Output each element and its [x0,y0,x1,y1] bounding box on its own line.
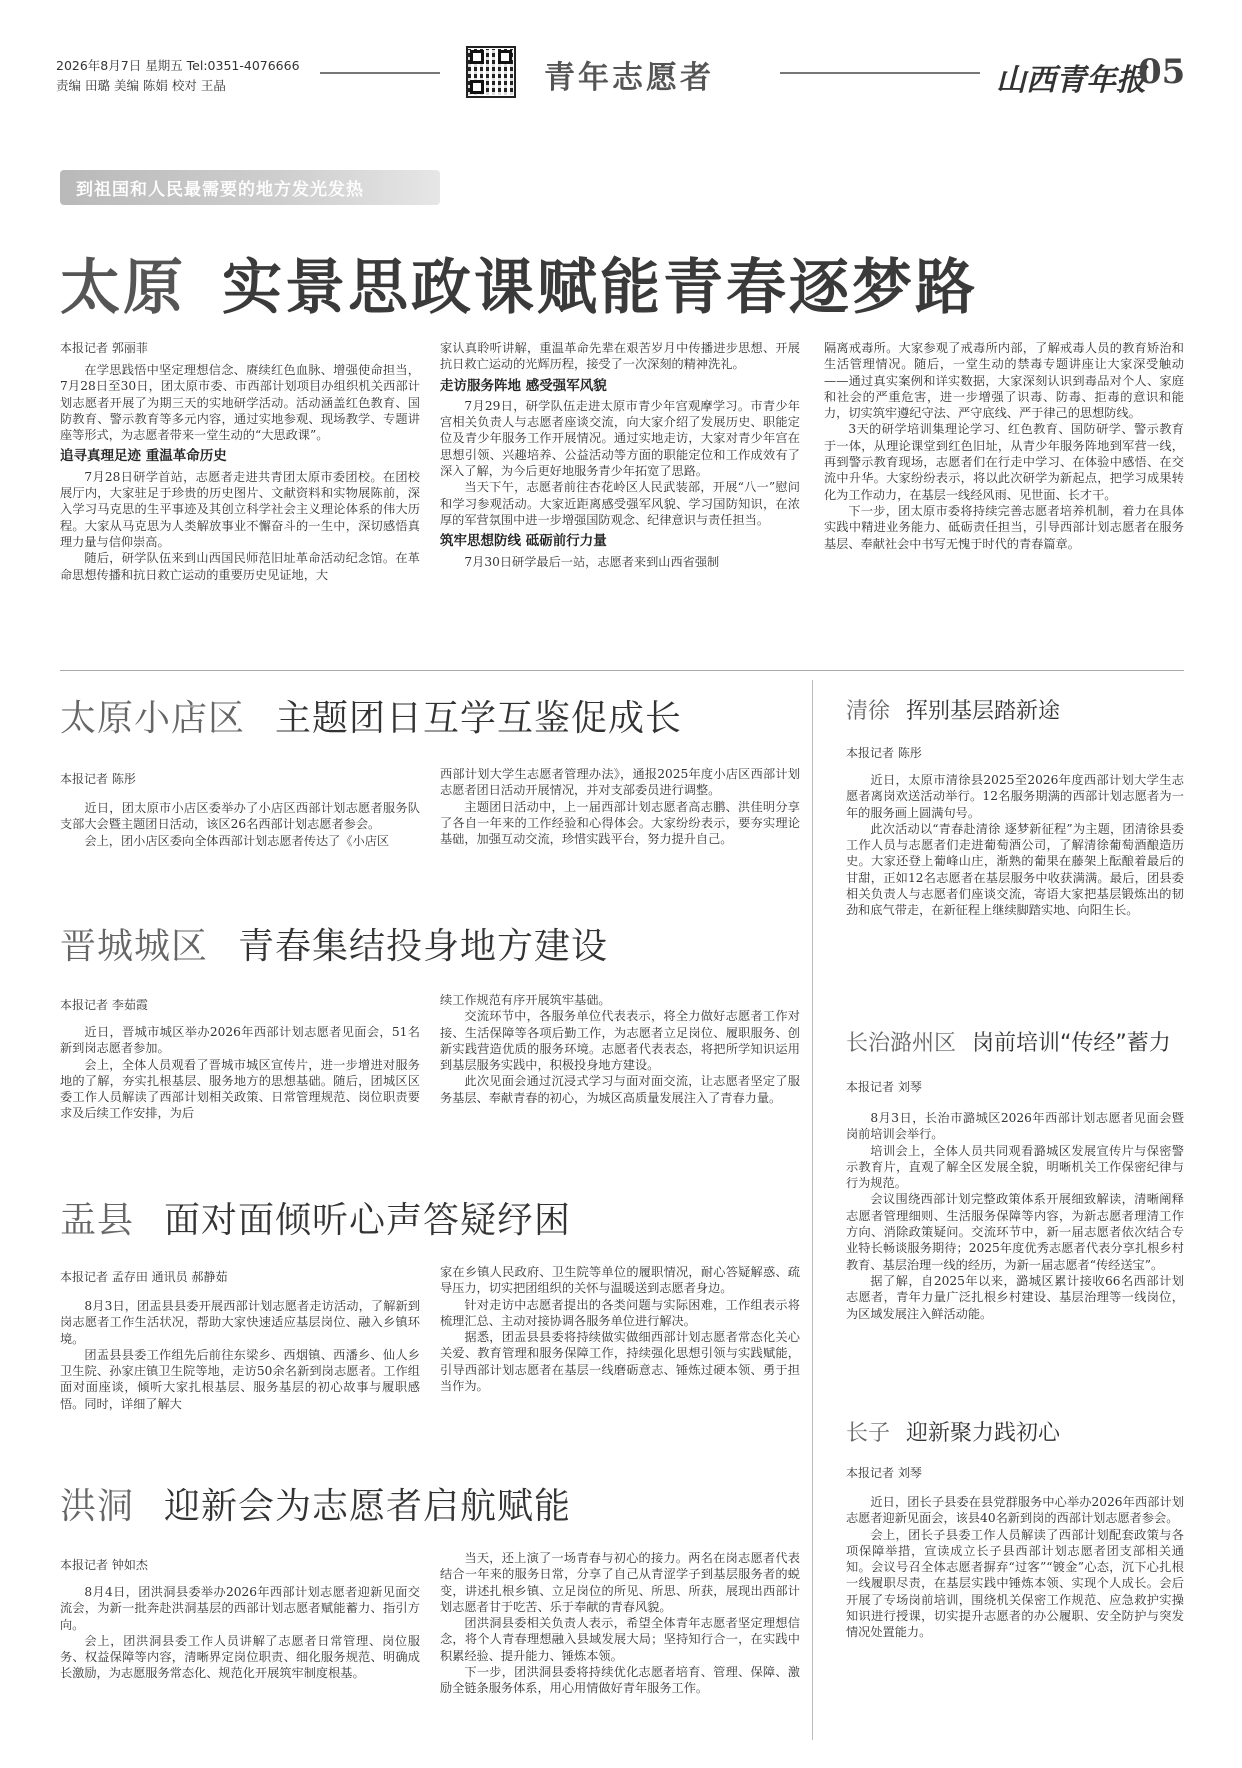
paragraph: 7月29日，研学队伍走进太原市青少年宫观摩学习。市青少年宫相关负责人与志愿者座谈交流，向大家介绍了发展历史、职能定位及青少年服务工作开展情况。通过实地走访，大家对青少年宫在思想引领、兴趣培养、公益活动等方面的职能定位和工作成效有了深入了解，为今后更好地服务青少年拓宽了思路。 [440,398,800,479]
paragraph: 近日，团太原市小店区委举办了小店区西部计划志愿者服务队支部大会暨主题团日活动，该区26名西部计划志愿者参会。 [60,801,420,832]
lead-place: 太原 [60,253,186,323]
xiaodian-place: 太原小店区 [60,698,246,739]
yuxian-place: 盂县 [60,1200,135,1241]
yuxian-byline: 本报记者 孟存田 通讯员 郝静茹 [60,1270,228,1284]
yuxian-col-2 [440,1264,800,1394]
hongtong-place: 洪洞 [60,1486,135,1527]
paragraph: 会上，团小店区委向全体西部计划志愿者传达了《小店区 [84,833,390,848]
jincheng-col-1 [60,1024,420,1122]
zhangzi-body [846,1494,1184,1641]
lead-headline [60,240,978,326]
paragraph: 续工作规范有序开展筑牢基础。 [440,993,611,1007]
yuxian-headline [60,1192,571,1243]
paragraph: 当天，还上演了一场青春与初心的接力。两名在岗志愿者代表结合一年来的服务日常，分享了自己从青涩学子到基层服务者的蜕变，讲述扎根乡镇、立足岗位的所见、所思、所获，展现出西部计划志愿者甘于吃苦、乐于奉献的青春风貌。 [440,1551,800,1614]
jincheng-title: 青春集结投身地方建设 [238,926,609,967]
lead-col-2 [440,340,800,570]
paragraph: 团洪洞县委相关负责人表示，希望全体青年志愿者坚定理想信念，将个人青春理想融入县域发展大局；坚持知行合一，在实践中积累经验、提升能力、锤炼本领。 [440,1616,800,1663]
paragraph: 会上，团洪洞县委工作人员讲解了志愿者日常管理、岗位服务、权益保障等内容，清晰界定岗位职责、细化服务规范、明确成长激励，为志愿服务常态化、规范化开展筑牢制度根基。 [60,1633,420,1681]
topic-banner: 到祖国和人民最需要的地方发光发热 [60,170,440,205]
hongtong-col-2 [440,1550,800,1697]
paragraph: 主题团日活动中，上一届西部计划志愿者高志鹏、洪佳明分享了各自一年来的工作经验和心得体会。大家纷纷表示，要夯实理论基础，加强互动交流，珍惜实践平台，努力提升自己。 [440,799,800,847]
lead-title: 实景思政课赋能青春逐梦路 [222,253,978,323]
yuxian-title: 面对面倾听心声答疑纾困 [164,1200,572,1241]
hongtong-byline: 本报记者 钟如杰 [60,1558,148,1572]
paragraph: 交流环节中，各服务单位代表表示，将全力做好志愿者工作对接、生活保障等各项后勤工作，为志愿者立足岗位、履职服务、创新实践营造优质的服务环境。志愿者代表表态，将把所学知识运用到基层服务实践中，积极投身地方建设。 [440,1009,800,1073]
paragraph: 此次见面会通过沉浸式学习与面对面交流，让志愿者坚定了服务基层、奉献青春的初心，为城区高质量发展注入了青春力量。 [440,1074,800,1105]
qingxu-place: 清徐 [846,699,891,724]
subheading: 筑牢思想防线 砥砺前行力量 [440,533,607,550]
paragraph: 8月4日，团洪洞县委举办2026年西部计划志愿者迎新见面交流会，为新一批奔赴洪洞基层的西部计划志愿者赋能蓄力、指引方向。 [60,1585,420,1632]
lead-byline: 本报记者 郭丽菲 [60,341,148,355]
luzhou-body [846,1110,1184,1322]
subheading: 走访服务阵地 感受强军风貌 [440,377,607,394]
xiaodian-col-2 [440,766,800,847]
paragraph: 8月3日，长治市潞城区2026年西部计划志愿者见面会暨岗前培训会举行。 [846,1111,1184,1142]
paragraph: 家认真聆听讲解，重温革命先辈在艰苦岁月中传播进步思想、开展抗日救亡运动的光辉历程，接受了一次深刻的精神洗礼。 [440,341,800,372]
zhangzi-byline: 本报记者 刘琴 [846,1466,922,1480]
luzhou-title: 岗前培训“传经”蓄力 [972,1031,1171,1056]
qingxu-title: 挥别基层踏新途 [906,699,1061,724]
lead-col-3 [824,340,1184,552]
paragraph: 会上，全体人员观看了晋城市城区宣传片，进一步增进对服务地的了解，夯实扎根基层、服务地方的思想基础。随后，团城区区委工作人员解读了西部计划相关政策、日常管理规范、岗位职责要求及后续工作安排，为后 [60,1057,420,1121]
paragraph: 近日，晋城市城区举办2026年西部计划志愿者见面会，51名新到岗志愿者参加。 [60,1025,420,1056]
zhangzi-title: 迎新聚力践初心 [906,1421,1061,1446]
qr-code-icon [466,46,516,98]
luzhou-byline: 本报记者 刘琴 [846,1080,922,1094]
yuxian-col-1 [60,1298,420,1412]
paragraph: 8月3日，团盂县县委开展西部计划志愿者走访活动，了解新到岗志愿者工作生活状况，帮助大家快速适应基层岗位、融入乡镇环境。 [60,1299,420,1346]
paragraph: 家在乡镇人民政府、卫生院等单位的履职情况，耐心答疑解惑、疏导压力，切实把团组织的关怀与温暖送到志愿者身边。 [440,1265,800,1296]
header-rule-left [320,72,440,74]
luzhou-headline [846,1026,1171,1057]
paragraph: 培训会上，全体人员共同观看潞城区发展宣传片与保密警示教育片，直观了解全区发展全貌，明晰机关工作保密纪律与行为规范。 [846,1143,1184,1191]
paragraph: 西部计划大学生志愿者管理办法》，通报2025年度小店区西部计划志愿者团日活动开展情况，并对支部委员进行调整。 [440,767,800,798]
jincheng-place: 晋城城区 [60,926,209,967]
jincheng-headline [60,918,608,969]
zhangzi-headline [846,1416,1060,1447]
section-divider [60,670,1184,671]
paragraph: 在学思践悟中坚定理想信念、赓续红色血脉、增强使命担当，7月28日至30日，团太原市委、市西部计划项目办组织机关西部计划志愿者开展了为期三天的实地研学活动。活动涵盖红色教育、国防教育、警示教育等多元内容，通过实地参观、现场教学、专题讲座等形式，为志愿者带来一堂生动的“大思政课”。 [60,363,420,443]
paragraph: 会上，团长子县委工作人员解读了西部计划配套政策与各项保障举措，宣读成立长子县西部计划志愿者团支部相关通知。会议号召全体志愿者摒弃“过客”“镀金”心态，沉下心扎根一线履职尽责，在基层实践中锤炼本领、实现个人成长。会后开展了专场岗前培训，围绕机关保密工作规范、应急救护实操知识进行授课，切实提升志愿者的办公履职、安全防护与突发情况处置能力。 [846,1527,1184,1640]
paragraph: 当天下午，志愿者前往杏花岭区人民武装部，开展“八一”慰问和学习参观活动。大家近距离感受强军风貌、学习国防知识，在浓厚的军营氛围中进一步增强国防观念、纪律意识与责任担当。 [440,480,800,527]
paragraph: 据悉，团盂县县委将持续做实做细西部计划志愿者常态化关心关爱、教育管理和服务保障工作，持续强化思想引领与实践赋能，引导西部计划志愿者在基层一线磨砺意志、锤炼过硬本领、勇于担当作为。 [440,1330,800,1394]
zhangzi-place: 长子 [846,1421,891,1446]
paragraph: 7月28日研学首站，志愿者走进共青团太原市委团校。在团校展厅内，大家驻足于珍贵的历史图片、文献资料和实物展陈前，深入学习马克思的生平事迹及其创立科学社会主义理论体系的伟大历程。大家从马克思为人类解放事业不懈奋斗的一生中，深切感悟真理力量与信仰崇高。 [60,469,420,549]
paragraph: 3天的研学培训集理论学习、红色教育、国防研学、警示教育于一体，从理论课堂到红色旧址，从青少年服务阵地到军营一线，再到警示教育现场，志愿者们在行走中学习、在体验中感悟、在交流中升华。大家纷纷表示，将以此次研学为新起点，把学习成果转化为工作动力，在基层一线经风雨、见世面、长才干。 [824,422,1184,502]
xiaodian-byline: 本报记者 陈彤 [60,772,136,786]
paragraph: 7月30日研学最后一站，志愿者来到山西省强制 [464,554,720,569]
xiaodian-headline [60,690,682,741]
hongtong-headline [60,1478,571,1529]
header-rule-right [780,72,980,74]
qingxu-headline [846,694,1060,725]
paragraph: 此次活动以“青春赴清徐 逐梦新征程”为主题，团清徐县委工作人员与志愿者们走进葡萄酒公司，了解清徐葡萄酒酿造历史。大家还登上葡峰山庄，渐熟的葡果在藤架上酝酿着最后的甘甜，正如12名志愿者在基层服务中收获满满。最后，团县委相关负责人与志愿者们座谈交流，寄语大家把基层锻炼出的韧劲和底气带走，在新征程上继续脚踏实地、向阳生长。 [846,821,1184,918]
subheading: 追寻真理足迹 重温革命历史 [60,448,227,465]
jincheng-col-2 [440,992,800,1106]
paper-logo: 山西青年报 [996,63,1146,98]
qingxu-body [846,772,1184,919]
section-name: 青年志愿者 [544,60,714,96]
luzhou-place: 长治潞州区 [846,1031,957,1056]
editors-line: 责编 田璐 美编 陈娟 校对 王晶 [56,78,226,93]
page-number: 05 [1138,52,1186,92]
lead-col-1 [60,362,420,583]
issue-date: 2026年8月7日 星期五 Tel:0351-4076666 [56,58,300,73]
right-column-rule [812,680,813,1740]
paragraph: 随后，研学队伍来到山西国民师范旧址革命活动纪念馆。在革命思想传播和抗日救亡运动的重要历史见证地，大 [60,551,420,582]
paragraph: 近日，团长子县委在县党群服务中心举办2026年西部计划志愿者迎新见面会，该县40名新到岗的西部计划志愿者参会。 [846,1495,1184,1526]
paragraph: 下一步，团洪洞县委将持续优化志愿者培育、管理、保障、激励全链条服务体系，用心用情做好青年服务工作。 [440,1665,800,1696]
xiaodian-title: 主题团日互学互鉴促成长 [275,698,683,739]
xiaodian-col-1 [60,800,420,849]
paragraph: 隔离戒毒所。大家参观了戒毒所内部，了解戒毒人员的教育矫治和生活管理情况。随后，一堂生动的禁毒专题讲座让大家深受触动——通过真实案例和详实数据，大家深刻认识到毒品对个人、家庭和社会的严重危害，进一步增强了识毒、防毒、拒毒的意识和能力，切实筑牢遵纪守法、严守底线、严于律己的思想防线。 [824,341,1184,421]
qingxu-byline: 本报记者 陈彤 [846,746,922,760]
hongtong-title: 迎新会为志愿者启航赋能 [164,1486,572,1527]
paragraph: 团盂县县委工作组先后前往东梁乡、西烟镇、西潘乡、仙人乡卫生院、孙家庄镇卫生院等地，走访50余名新到岗志愿者。工作组面对面座谈，倾听大家扎根基层、服务基层的初心故事与履职感悟。同时，详细了解大 [60,1347,420,1411]
jincheng-byline: 本报记者 李茹霞 [60,998,148,1012]
hongtong-col-1 [60,1584,420,1682]
paragraph: 针对走访中志愿者提出的各类问题与实际困难，工作组表示将梳理汇总、主动对接协调各服务单位进行解决。 [440,1297,800,1328]
paragraph: 会议围绕西部计划完整政策体系开展细致解读，清晰阐释志愿者管理细则、生活服务保障等内容，为新志愿者理清工作方向、消除政策疑问。交流环节中，新一届志愿者依次结合专业特长畅谈服务期待；2025年度优秀志愿者代表分享扎根乡村教育、基层治理一线的经历，为新一届志愿者“传经送宝”。 [846,1192,1184,1272]
paragraph: 近日，太原市清徐县2025至2026年度西部计划大学生志愿者离岗欢送活动举行。12名服务期满的西部计划志愿者为一年的服务画上圆满句号。 [846,773,1184,820]
paragraph: 据了解，自2025年以来，潞城区累计接收66名西部计划志愿者，青年力量广泛扎根乡村建设、基层治理等一线岗位，为区域发展注入鲜活动能。 [846,1273,1184,1321]
paragraph: 下一步，团太原市委将持续完善志愿者培养机制，着力在具体实践中精进业务能力、砥砺责任担当，引导西部计划志愿者在服务基层、奉献社会中书写无愧于时代的青春篇章。 [824,503,1184,551]
